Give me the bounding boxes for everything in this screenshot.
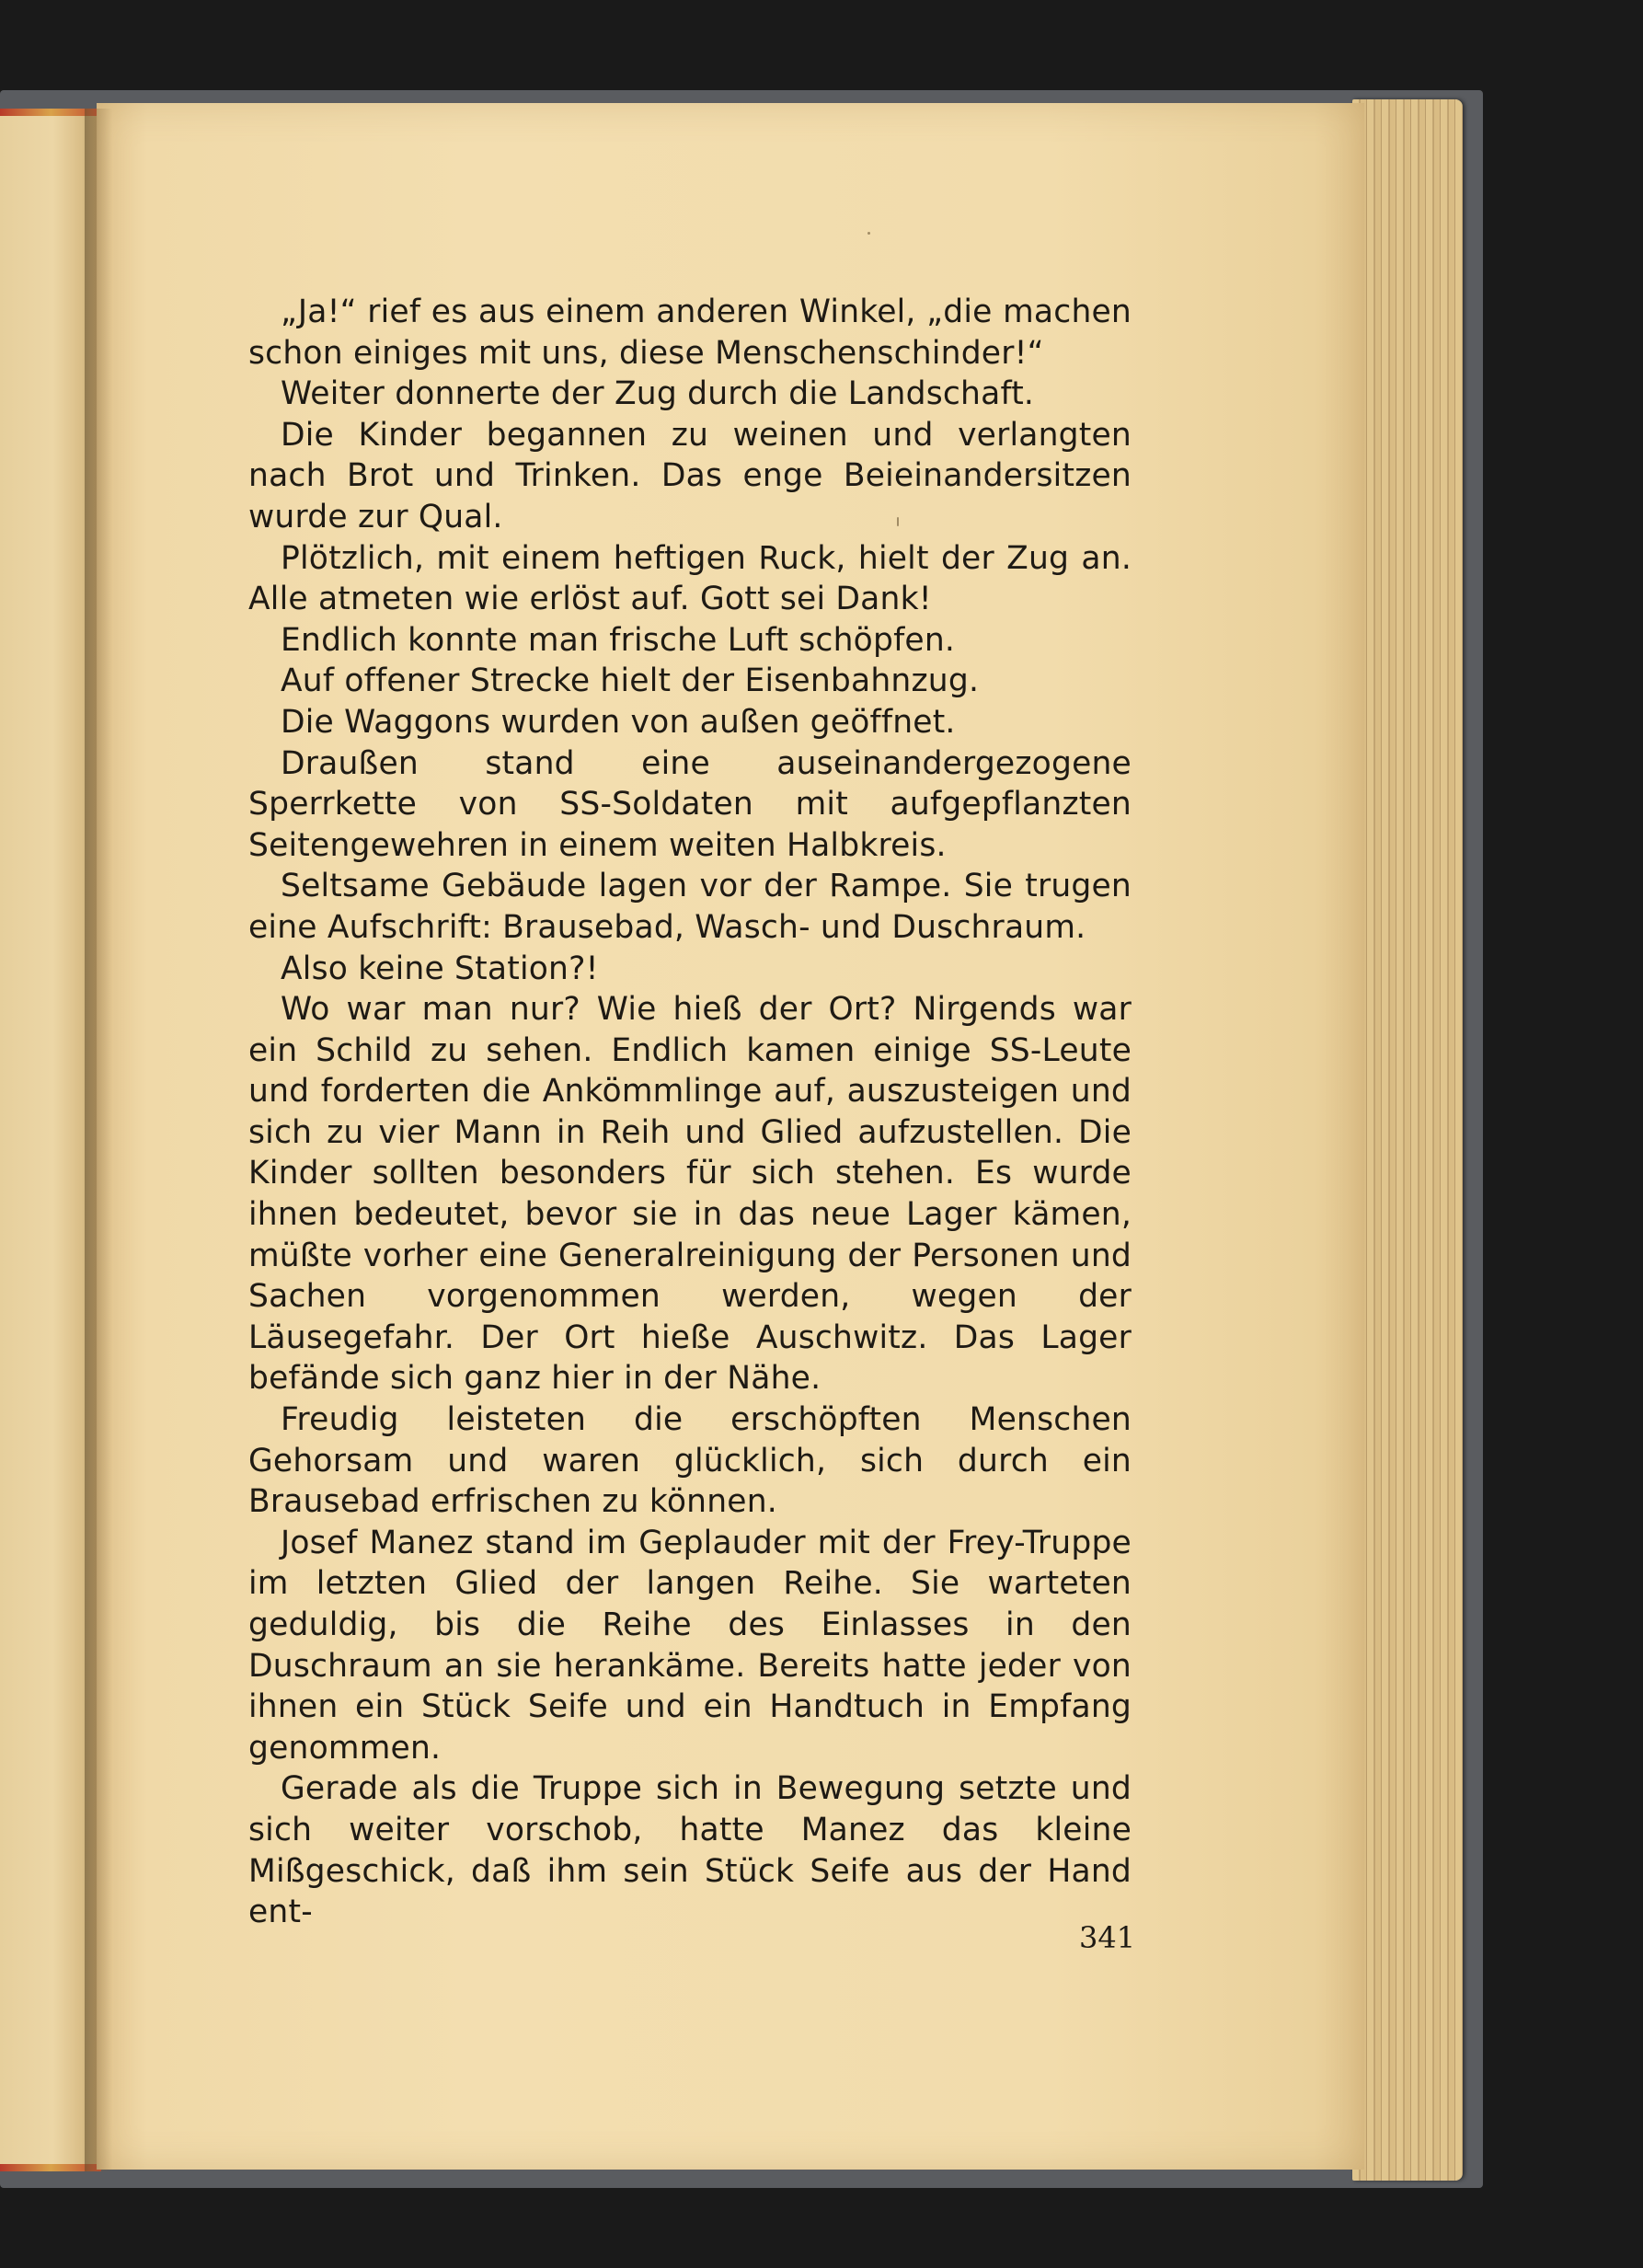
paragraph: „Ja!“ rief es aus einem anderen Winkel, „die machen schon einiges mit uns, diese Menschenschinder!“ — [248, 294, 1132, 372]
paragraph: Die Waggons wurden von außen geöffnet. — [281, 703, 956, 741]
paragraph: Die Kinder begannen zu weinen und verlangten nach Brot und Trinken. Das enge Beieinandersitzen wurde zur Qual. — [248, 416, 1132, 535]
gutter-shadow — [85, 109, 112, 2171]
paragraph: Seltsame Gebäude lagen vor der Rampe. Sie trugen eine Aufschrift: Brausebad, Wasch- und Duschraum. — [248, 868, 1132, 946]
body-text — [248, 292, 1132, 1933]
paragraph: Weiter donnerte der Zug durch die Landschaft. — [281, 375, 1035, 413]
paper-speck — [867, 232, 870, 235]
left-page — [0, 109, 97, 2171]
paragraph: Gerade als die Truppe sich in Bewegung setzte und sich weiter vorschob, hatte Manez das kleine Mißgeschick, daß ihm sein Stück Seife aus der Hand ent- — [248, 1770, 1132, 1931]
paragraph: Draußen stand eine auseinandergezogene Sperrkette von SS-Soldaten mit aufgepflanzten Seitengewehren in einem weiten Halbkreis. — [248, 744, 1132, 864]
page-number: 341 — [1079, 1920, 1136, 1955]
paragraph: Auf offener Strecke hielt der Eisenbahnzug. — [281, 662, 980, 700]
page-edges — [1352, 99, 1463, 2181]
paragraph: Josef Manez stand im Geplauder mit der Frey-Truppe im letzten Glied der langen Reihe. Sie warteten geduldig, bis die Reihe des Einlasses in den Duschraum an sie herankäme. Bereits hatte jeder von ihnen ein Stück Seife und ein Handtuch in Empfang genommen. — [248, 1524, 1132, 1767]
paragraph: Also keine Station?! — [281, 950, 599, 987]
paragraph: Wo war man nur? Wie hieß der Ort? Nirgends war ein Schild zu sehen. Endlich kamen einige SS-Leute und forderten die Ankömmlinge auf, auszusteigen und sich zu vier Mann in Reih und Glied aufzustellen. Die Kinder sollten besonders für sich stehen. Es wurde ihnen bedeutet, bevor sie in das neue Lager kämen, müßte vorher eine Generalreinigung der Personen und Sachen vorgenommen werden, wegen der Läusegefahr. Der Ort hieße Auschwitz. Das Lager befände sich ganz hier in der Nähe. — [248, 991, 1132, 1398]
paragraph: Endlich konnte man frische Luft schöpfen. — [281, 621, 956, 659]
paragraph: Plötzlich, mit einem heftigen Ruck, hielt der Zug an. Alle atmeten wie erlöst auf. Gott sei Dank! — [248, 539, 1132, 618]
paragraph: Freudig leisteten die erschöpften Menschen Gehorsam und waren glücklich, sich durch ein Brausebad erfrischen zu können. — [248, 1401, 1132, 1521]
right-page — [97, 103, 1364, 2170]
